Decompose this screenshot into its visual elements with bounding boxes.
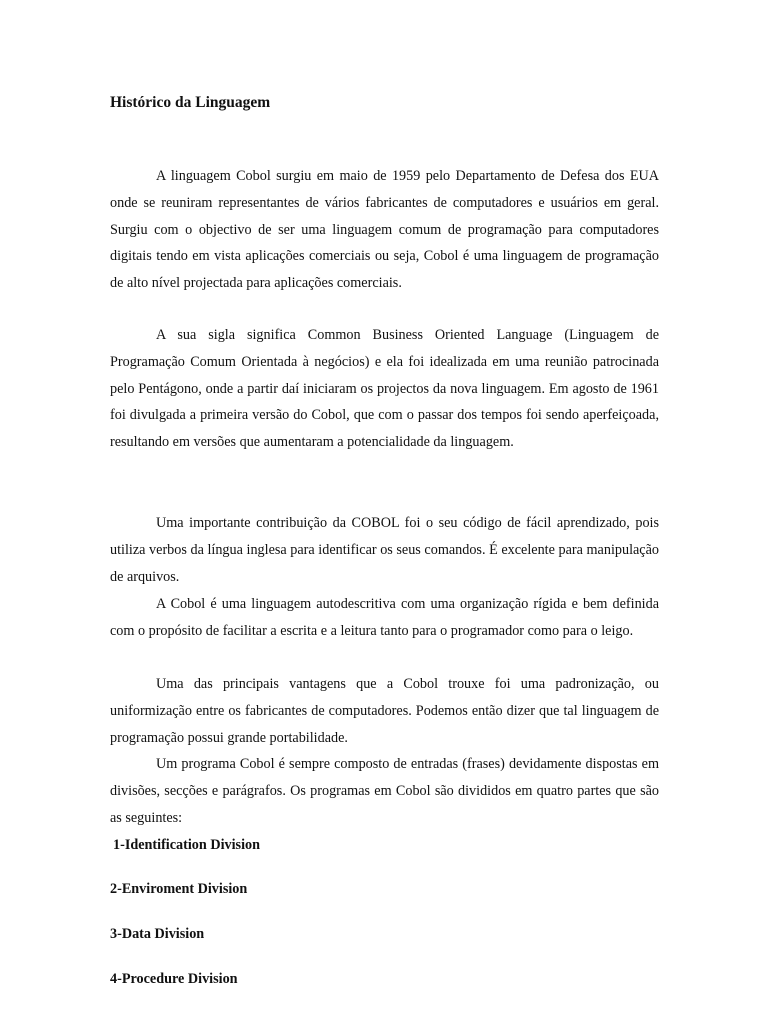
paragraph-self-descriptive: A Cobol é uma linguagem autodescritiva com uma organização rígida e bem definida com o propósito de facilitar a escrita e a leitura tanto para o programador como para o leigo. (110, 596, 659, 639)
division-environment: 2-Enviroment Division (110, 881, 248, 897)
paragraph-portability: Uma das principais vantagens que a Cobol trouxe foi uma padronização, ou uniformização entre os fabricantes de computadores. Podemos então dizer que tal linguagem de programação possui grande portabilidade. (110, 676, 659, 746)
paragraph-program-structure: Um programa Cobol é sempre composto de entradas (frases) devidamente dispostas em divisões, secções e parágrafos. Os programas em Cobol são divididos em quatro partes que são as seguintes: (110, 756, 659, 826)
document-title: Histórico da Linguagem (110, 94, 271, 111)
paragraph-history-origin: A linguagem Cobol surgiu em maio de 1959 pelo Departamento de Defesa dos EUA onde se reuniram representantes de vários fabricantes de computadores e usuários em geral. Surgiu com o objectivo de ser uma linguagem comum de programação para computadores digitais tendo em vista aplicações comerciais ou seja, Cobol é uma linguagem de programação de alto nível projectada para aplicações comerciais. (110, 168, 659, 292)
paragraph-acronym-meaning: A sua sigla significa Common Business Oriented Language (Linguagem de Programação Comum Orientada à negócios) e ela foi idealizada em uma reunião patrocinada pelo Pentágono, onde a partir daí iniciaram os projectos da nova linguagem. Em agosto de 1961 foi divulgada a primeira versão do Cobol, que com o passar dos tempos foi sendo aperfeiçoada, resultando em versões que aumentaram a potencialidade da linguagem. (110, 327, 659, 451)
division-data: 3-Data Division (110, 926, 205, 942)
paragraph-contribution: Uma importante contribuição da COBOL foi o seu código de fácil aprendizado, pois utiliza verbos da língua inglesa para identificar os seus comandos. É excelente para manipulação de arquivos. (110, 515, 659, 585)
division-identification: 1-Identification Division (113, 837, 261, 853)
division-procedure: 4-Procedure Division (110, 971, 238, 987)
